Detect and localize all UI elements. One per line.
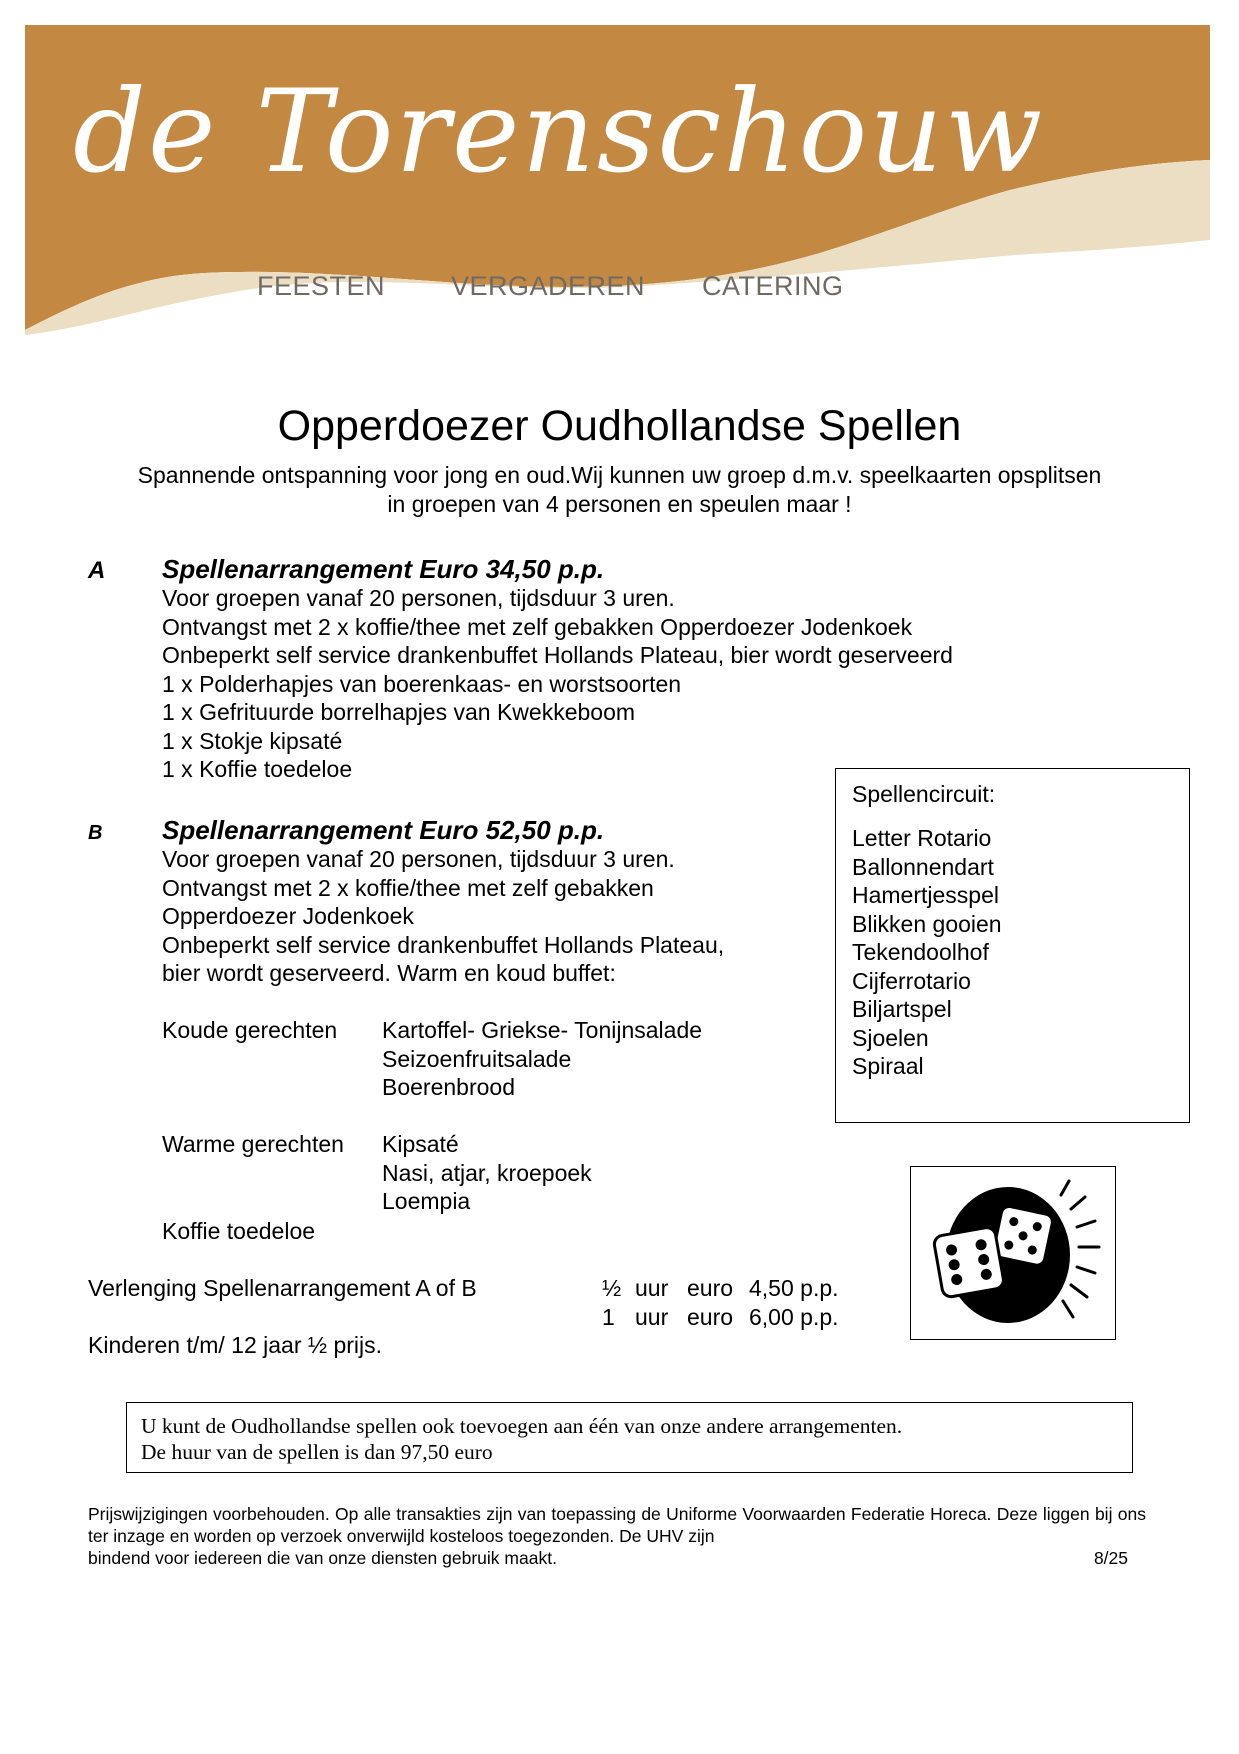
extension-row [602, 1303, 839, 1332]
extension-price: 4,50 p.p. [749, 1275, 839, 1301]
detail-line: 1 x Koffie toedeloe [162, 756, 353, 782]
note-line: De huur van de spellen is dan 97,50 euro [141, 1440, 493, 1464]
detail-line: 1 x Gefrituurde borrelhapjes van Kwekkeboom [162, 699, 636, 725]
extension-currency: euro [687, 1303, 734, 1330]
coffee-line: Koffie toedeloe [162, 1218, 316, 1244]
game-item: Hamertjesspel [852, 882, 999, 908]
detail-line: 1 x Polderhapjes van boerenkaas- en worstsoorten [162, 670, 682, 697]
detail-line: Opperdoezer Jodenkoek [162, 903, 414, 929]
page-number: 8/25 [1093, 1548, 1128, 1568]
detail-line: Ontvangst met 2 x koffie/thee met zelf gebakken Opperdoezer Jodenkoek [162, 613, 913, 640]
dish-item: Boerenbrood [382, 1074, 515, 1100]
nav-feesten: FEESTEN [257, 271, 386, 301]
footer-text: Prijswijzigingen voorbehouden. Op alle transakties zijn van toepassing de Uniforme Voorwaarden Federatie Horeca. Deze liggen bij ons ter inzage en worden op verzoek onverwijld kosteloos toegezonden. De UHV zijn [88, 1504, 1146, 1546]
game-item: Cijferrotario [852, 967, 971, 994]
intro-line: Spannende ontspanning voor jong en oud.Wij kunnen uw groep d.m.v. speelkaarten opsplitsen [137, 462, 1102, 488]
games-circuit-list [852, 824, 1002, 1081]
cold-dishes-list [382, 1016, 702, 1102]
detail-line: Onbeperkt self service drankenbuffet Hollands Plateau, bier wordt geserveerd [162, 642, 953, 668]
detail-line: Onbeperkt self service drankenbuffet Hollands Plateau, [162, 931, 725, 958]
header-banner [25, 25, 1210, 335]
game-item: Biljartspel [852, 996, 952, 1022]
warm-dishes-label: Warme gerechten [162, 1131, 344, 1157]
extension-row [602, 1274, 839, 1303]
game-item: Blikken gooien [852, 910, 1002, 937]
extension-unit: uur [635, 1275, 669, 1301]
game-item: Spiraal [852, 1053, 924, 1079]
nav-vergaderen: VERGADEREN [451, 271, 646, 301]
children-note: Kinderen t/m/ 12 jaar ½ prijs. [88, 1332, 383, 1358]
intro-text [60, 461, 1179, 519]
arrangement-b-details [162, 845, 724, 988]
extension-unit: uur [635, 1303, 669, 1330]
arrangement-a-details [162, 584, 953, 784]
arrangement-b-letter: B [88, 822, 103, 844]
dice-icon [911, 1167, 1114, 1338]
brand-logo: de Torenschouw [73, 65, 1045, 198]
footer-last-text: bindend voor iedereen die van onze diensten gebruik maakt. [88, 1548, 557, 1568]
game-item: Tekendoolhof [852, 939, 989, 965]
dish-item: Kartoffel- Griekse- Tonijnsalade [382, 1017, 703, 1043]
nav-catering: CATERING [702, 271, 844, 301]
detail-line: bier wordt geserveerd. Warm en koud buffet: [162, 960, 616, 986]
note-box [126, 1402, 1133, 1473]
warm-dishes-list [382, 1130, 592, 1216]
games-circuit-title: Spellencircuit: [852, 781, 996, 807]
dish-item: Loempia [382, 1188, 471, 1214]
cold-dishes-label: Koude gerechten [162, 1017, 338, 1043]
games-circuit-box [835, 768, 1190, 1123]
extension-currency: euro [687, 1275, 734, 1301]
game-item: Sjoelen [852, 1024, 929, 1051]
extension-qty: 1 [602, 1303, 615, 1330]
arrangement-a-letter: A [88, 557, 106, 584]
extension-label: Verlenging Spellenarrangement A of B [88, 1275, 477, 1301]
footer-last-line [88, 1547, 1146, 1569]
game-item: Letter Rotario [852, 825, 992, 851]
dish-item: Seizoenfruitsalade [382, 1045, 572, 1072]
detail-line: Ontvangst met 2 x koffie/thee met zelf gebakken [162, 874, 654, 901]
detail-line: Voor groepen vanaf 20 personen, tijdsduur 3 uren. [162, 846, 675, 872]
detail-line: Voor groepen vanaf 20 personen, tijdsduur 3 uren. [162, 585, 675, 611]
intro-line: in groepen van 4 personen en speulen maar ! [387, 491, 852, 517]
detail-line: 1 x Stokje kipsaté [162, 727, 343, 754]
footer-disclaimer [88, 1503, 1146, 1569]
extension-prices [602, 1274, 839, 1331]
dish-item: Nasi, atjar, kroepoek [382, 1159, 592, 1186]
extension-qty: ½ [602, 1275, 622, 1301]
dish-item: Kipsaté [382, 1131, 459, 1157]
arrangement-a-heading: Spellenarrangement Euro 34,50 p.p. [162, 554, 605, 584]
extension-price: 6,00 p.p. [749, 1303, 839, 1330]
note-line: U kunt de Oudhollandse spellen ook toevoegen aan één van onze andere arrangementen. [141, 1414, 903, 1438]
game-item: Ballonnendart [852, 853, 994, 880]
dice-box [910, 1166, 1116, 1340]
page-title: Opperdoezer Oudhollandse Spellen [277, 402, 962, 450]
arrangement-b-heading: Spellenarrangement Euro 52,50 p.p. [162, 815, 605, 845]
